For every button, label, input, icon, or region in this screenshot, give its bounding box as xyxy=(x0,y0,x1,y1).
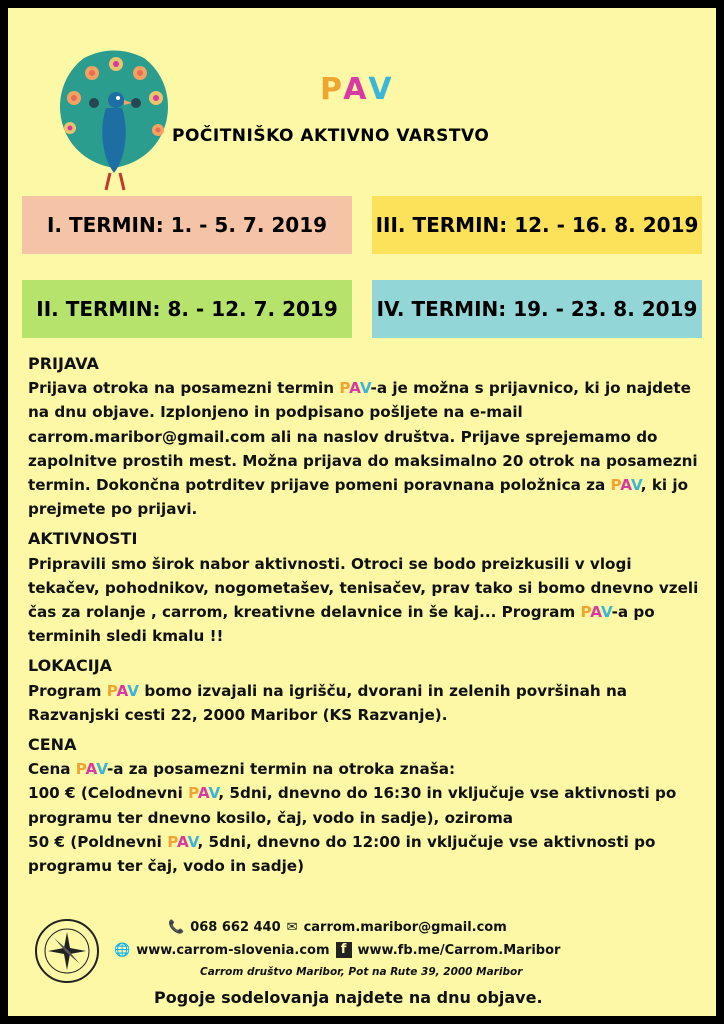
termin-3: III. TERMIN: 12. - 16. 8. 2019 xyxy=(372,196,702,254)
footer-web-row xyxy=(114,942,560,958)
facebook-icon: f xyxy=(336,942,352,958)
mail-icon: ✉ xyxy=(286,920,298,935)
section-title: AKTIVNOSTI xyxy=(28,529,138,549)
section-text: 50 € (Poldnevni PAV, 5dni, dnevno do 12:00 in vključuje vse aktivnosti po programu ter čaj, vodo in sadje) xyxy=(28,832,656,876)
section-title: PRIJAVA xyxy=(28,354,99,373)
termin-1: I. TERMIN: 1. - 5. 7. 2019 xyxy=(22,196,352,254)
email-link[interactable]: carrom.maribor@gmail.com xyxy=(303,920,507,935)
section-prijava xyxy=(28,352,708,521)
website-link[interactable]: www.carrom-slovenia.com xyxy=(136,942,330,958)
section-title: LOKACIJA xyxy=(28,656,113,676)
footer-note: Pogoje sodelovanja najdete na dnu objave. xyxy=(154,988,543,1007)
carrom-stamp-logo xyxy=(34,918,100,984)
content xyxy=(28,346,708,880)
section-lokacija xyxy=(28,654,708,727)
poster xyxy=(8,8,716,1016)
section-cena xyxy=(28,733,708,878)
section-aktivnosti xyxy=(28,527,708,648)
page-subtitle: POČITNIŠKO AKTIVNO VARSTVO xyxy=(172,126,490,146)
termin-4: IV. TERMIN: 19. - 23. 8. 2019 xyxy=(372,280,702,338)
termin-2: II. TERMIN: 8. - 12. 7. 2019 xyxy=(22,280,352,338)
page-title: PAV xyxy=(320,72,396,107)
phone-number[interactable]: 068 662 440 xyxy=(190,920,281,935)
section-text: Prijava otroka na posamezni termin PAV-a je možna s prijavnico, ki jo najdete na dnu objave. Izplonjeno in podpisano pošljete na e-mail carrom.maribor@gmail.com ali na naslov društva. Prijave sprejemamo do zapolnitve prostih mest. Možna prijava do maksimalno 20 otrok na posamezni termin. Dokončna potrditev prijave pomeni poravnana položnica za PAV, ki jo prejmete po prijavi. xyxy=(28,379,698,519)
section-text: 100 € (Celodnevni PAV, 5dni, dnevno do 16:30 in vključuje vse aktivnosti po programu ter dnevno kosilo, čaj, vodo in sadje), oziroma xyxy=(28,784,677,827)
footer-contact-row xyxy=(168,920,507,935)
phone-icon: 📞 xyxy=(168,920,185,935)
footer-address: Carrom društvo Maribor, Pot na Rute 39, 2000 Maribor xyxy=(200,966,523,978)
peacock-illustration xyxy=(44,48,184,198)
section-text: Pripravili smo širok nabor aktivnosti. Otroci se bodo preizkusili v vlogi tekačev, pohodnikov, nogometašev, tenisačev, prav tako si bomo dnevno vzeli čas za rolanje , carrom, kreativne delavnice in še kaj... Program PAV-a po terminih sledi kmalu !! xyxy=(28,554,699,646)
globe-icon: 🌐 xyxy=(114,942,131,958)
section-title: CENA xyxy=(28,735,77,755)
section-text: Cena PAV-a za posamezni termin na otroka znaša: xyxy=(28,760,456,779)
section-text: Program PAV bomo izvajali na igrišču, dvorani in zelenih površinah na Razvanjski cesti 22, 2000 Maribor (KS Razvanje). xyxy=(28,681,628,724)
facebook-link[interactable]: www.fb.me/Carrom.Maribor xyxy=(357,942,561,958)
